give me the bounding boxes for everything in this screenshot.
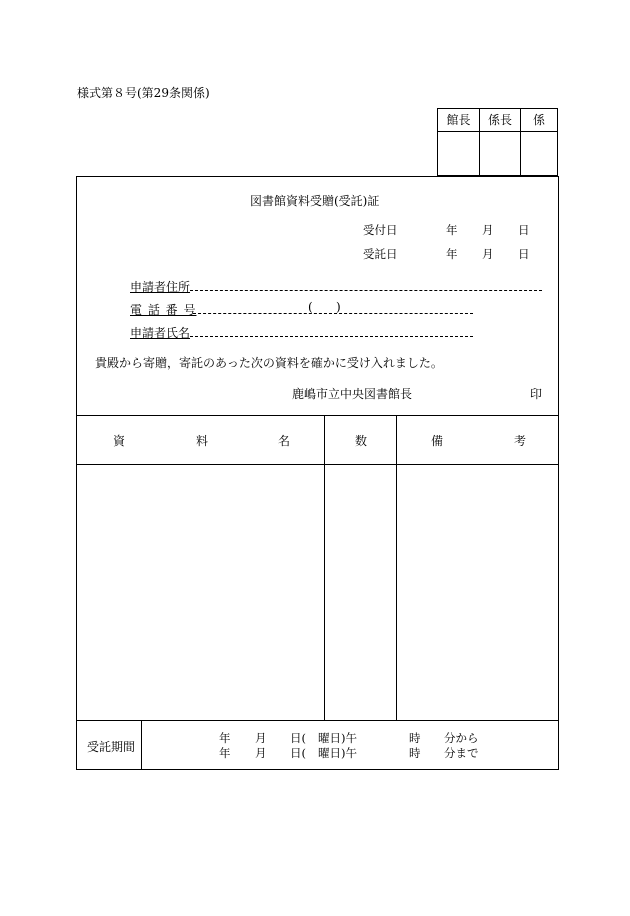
- period-from-weekday: 曜日)午: [318, 731, 357, 745]
- receipt-day: 日: [518, 223, 530, 237]
- period-to-weekday: 曜日)午: [318, 746, 357, 760]
- name-line: [190, 336, 473, 337]
- period-to-day: 日(: [290, 746, 306, 760]
- receipt-date-label: 受付日: [363, 223, 398, 237]
- material-header-char: 料: [196, 434, 209, 448]
- period-from-day: 日(: [290, 731, 306, 745]
- phone-line: [193, 313, 473, 314]
- receipt-month: 月: [482, 223, 494, 237]
- certificate-title: 図書館資料受贈(受託)証: [250, 194, 380, 208]
- approval-column-staff: [521, 109, 557, 175]
- approval-stamp-box: [437, 108, 558, 176]
- address-label: 申請者住所: [130, 280, 191, 294]
- consignment-period-label: 受託期間: [87, 740, 136, 754]
- address-line: [190, 290, 542, 291]
- approval-column-director: [438, 109, 480, 175]
- form-number: 様式第８号(第29条関係): [77, 86, 210, 100]
- consign-month: 月: [482, 247, 494, 261]
- period-from-hour: 時: [409, 731, 421, 745]
- period-from-month: 月: [255, 731, 267, 745]
- divider-line: [77, 415, 558, 416]
- consign-year: 年: [446, 247, 458, 261]
- period-from-minute: 分から: [444, 731, 479, 745]
- divider-line: [77, 720, 558, 721]
- material-header-char: 資: [113, 434, 126, 448]
- period-to-hour: 時: [409, 746, 421, 760]
- consign-date-label: 受託日: [363, 247, 398, 261]
- approval-header: 館長: [438, 109, 479, 132]
- phone-label: 電 話 番 号: [130, 303, 197, 317]
- seal-mark: 印: [530, 387, 543, 401]
- name-label: 申請者氏名: [130, 326, 191, 340]
- divider-line: [77, 464, 558, 465]
- certificate-frame: [76, 176, 559, 770]
- column-divider: [141, 720, 142, 769]
- approval-header: 係: [521, 109, 557, 132]
- phone-paren-open: (: [308, 300, 313, 314]
- period-to-minute: 分まで: [444, 746, 479, 760]
- issuer-name: 鹿嶋市立中央図書館長: [292, 387, 413, 401]
- phone-paren-close: ): [336, 300, 341, 314]
- approval-header: 係長: [480, 109, 520, 132]
- period-to-month: 月: [255, 746, 267, 760]
- period-to-year: 年: [219, 746, 231, 760]
- receipt-year: 年: [446, 223, 458, 237]
- count-header: 数: [355, 434, 368, 448]
- consign-day: 日: [518, 247, 530, 261]
- period-from-year: 年: [219, 731, 231, 745]
- column-divider: [324, 415, 325, 720]
- remarks-header-char: 考: [514, 434, 527, 448]
- remarks-header-char: 備: [431, 434, 444, 448]
- acknowledgement-message: 貴殿から寄贈，寄託のあった次の資料を確かに受け入れました。: [95, 356, 443, 370]
- column-divider: [396, 415, 397, 720]
- material-header-char: 名: [278, 434, 291, 448]
- approval-column-chief: [480, 109, 521, 175]
